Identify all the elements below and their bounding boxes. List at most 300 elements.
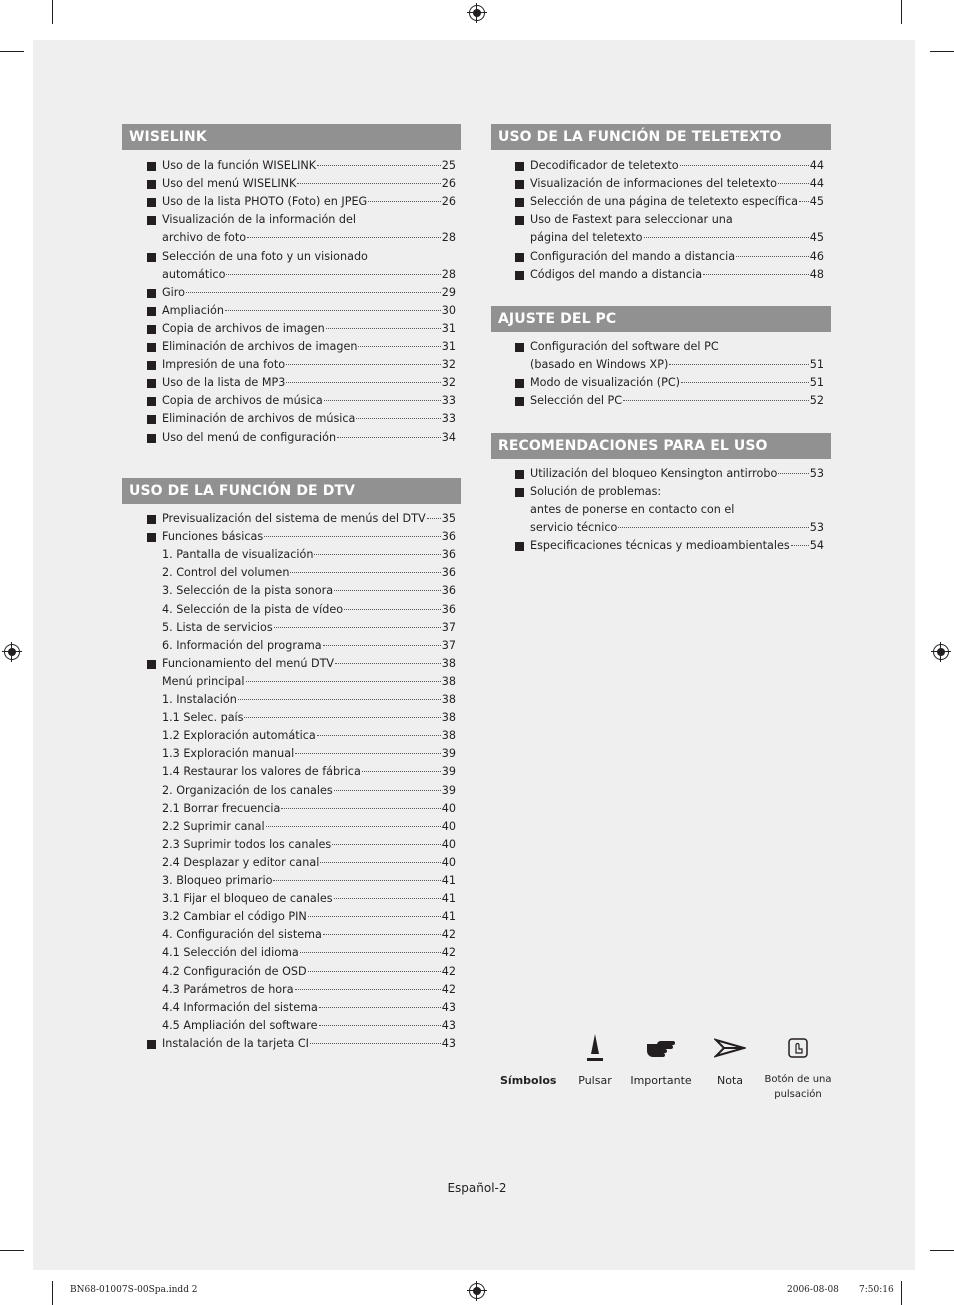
section-heading: WISELINK	[122, 124, 461, 150]
toc-line	[530, 483, 824, 501]
toc-label: 1.1 Selec. país	[162, 711, 244, 725]
bullet-square-icon	[147, 325, 156, 334]
bullet-square-icon	[147, 397, 156, 406]
dot-leader	[290, 572, 440, 573]
dot-leader	[297, 183, 440, 184]
toc-page-number: 54	[809, 539, 824, 553]
bullet-square-icon	[515, 488, 524, 497]
symbol-note	[704, 1030, 756, 1087]
toc-label: Funcionamiento del menú DTV	[162, 656, 335, 670]
toc-label: 1.4 Restaurar los valores de fábrica	[162, 765, 361, 779]
toc-label: Impresión de una foto	[162, 358, 286, 372]
page-number: Español-2	[447, 1181, 507, 1195]
toc-label: 3.2 Cambiar el código PIN	[162, 910, 307, 924]
bullet-square-icon	[147, 198, 156, 207]
toc-page-number: 40	[441, 855, 456, 869]
toc-line	[162, 1017, 456, 1035]
toc-label: Funciones básicas	[162, 530, 264, 544]
toc-page-number: 40	[441, 801, 456, 815]
dot-leader	[427, 518, 441, 519]
dot-leader	[358, 346, 440, 347]
toc-label: 2. Organización de los canales	[162, 783, 333, 797]
toc-label: Copia de archivos de imagen	[162, 321, 325, 335]
dot-leader	[778, 183, 809, 184]
toc-line	[530, 501, 824, 519]
dot-leader	[319, 1025, 441, 1026]
slug-time: 7:50:16	[859, 1285, 894, 1295]
toc-label: 5. Lista de servicios	[162, 620, 273, 634]
dot-leader	[186, 292, 441, 293]
bullet-square-icon	[515, 397, 524, 406]
toc-line	[530, 519, 824, 537]
toc-label: Uso de la función WISELINK	[162, 159, 317, 172]
toc-label: Copia de archivos de música	[162, 394, 323, 408]
toc-label: Giro	[162, 285, 185, 299]
crop-mark	[901, 1281, 902, 1305]
dot-leader	[344, 609, 441, 610]
toc-page-number: 32	[441, 376, 456, 390]
toc-label: Uso del menú WISELINK	[162, 177, 297, 191]
toc-line	[162, 582, 456, 600]
toc-line	[530, 537, 824, 555]
toc-page-number: 31	[441, 340, 456, 353]
toc-line	[162, 673, 456, 691]
toc-page-number: 36	[441, 530, 456, 544]
toc-line	[162, 709, 456, 727]
toc-line	[162, 410, 456, 428]
dot-leader	[703, 274, 809, 275]
toc-line	[162, 193, 456, 211]
crop-mark	[52, 1281, 53, 1305]
toc-line	[530, 465, 824, 483]
toc-page-number: 36	[441, 584, 456, 598]
bullet-square-icon	[147, 533, 156, 542]
toc-line	[162, 229, 456, 247]
toc-line	[162, 926, 456, 944]
dot-leader	[791, 545, 809, 546]
toc-line	[162, 890, 456, 908]
bullet-square-icon	[147, 660, 156, 669]
toc-page-number: 37	[441, 620, 456, 634]
dot-leader	[736, 256, 809, 257]
toc-line	[162, 266, 456, 284]
symbol-important	[630, 1030, 692, 1087]
toc-page-number: 48	[809, 267, 824, 281]
toc-label: Modo de visualización (PC)	[530, 376, 681, 390]
bullet-square-icon	[515, 343, 524, 352]
registration-mark-icon	[469, 5, 485, 21]
toc-page-number: 26	[441, 195, 456, 209]
dot-leader	[317, 735, 441, 736]
toc-label: Previsualización del sistema de menús del DTV	[162, 512, 426, 525]
toc-label: 3. Selección de la pista sonora	[162, 584, 334, 598]
bullet-square-icon	[147, 307, 156, 316]
toc-page-number: 44	[809, 159, 824, 172]
toc-label: 2.3 Suprimir todos los canales	[162, 837, 332, 851]
toc-line	[530, 211, 824, 229]
dot-leader	[320, 862, 440, 863]
slug-date: 2006-08-08	[787, 1285, 839, 1295]
bullet-square-icon	[515, 470, 524, 479]
dot-leader	[778, 473, 808, 474]
toc-page-number: 36	[441, 602, 456, 616]
dot-leader	[799, 201, 809, 202]
toc-page-number: 38	[441, 693, 456, 706]
toc-label: 1. Pantalla de visualización	[162, 548, 314, 562]
toc-page-number: 40	[441, 819, 456, 833]
section-heading: RECOMENDACIONES PARA EL USO	[491, 433, 831, 459]
toc-label: Configuración del mando a distancia	[530, 249, 736, 263]
toc-page-number: 29	[441, 285, 456, 299]
toc-page-number: 36	[441, 548, 456, 562]
toc-label: Utilización del bloqueo Kensington antirrobo	[530, 467, 778, 480]
toc-page-number: 46	[809, 249, 824, 263]
toc-line	[162, 818, 456, 836]
dot-leader	[334, 590, 441, 591]
dot-leader	[281, 808, 440, 809]
dot-leader	[324, 400, 441, 401]
bullet-square-icon	[147, 162, 156, 171]
toc-line	[530, 248, 824, 266]
toc-page-number: 42	[441, 928, 456, 942]
bullet-square-icon	[515, 542, 524, 551]
symbol-one-touch	[764, 1030, 832, 1102]
toc-page-number: 43	[441, 1000, 456, 1014]
dot-leader	[326, 328, 441, 329]
toc-label: 2.2 Suprimir canal	[162, 819, 265, 833]
toc-page-number: 31	[441, 321, 456, 335]
symbol-label: Pulsar	[578, 1074, 612, 1087]
crop-mark	[930, 51, 954, 52]
section-pc	[491, 306, 831, 408]
dot-leader	[286, 364, 441, 365]
dot-leader	[273, 880, 440, 881]
dot-leader	[317, 165, 441, 166]
toc-line	[162, 655, 456, 673]
dot-leader	[310, 1043, 441, 1044]
toc-line	[162, 637, 456, 655]
toc-line	[162, 211, 456, 229]
toc-label: 1.3 Exploración manual	[162, 747, 295, 761]
toc-page-number: 44	[809, 177, 824, 191]
toc-line	[162, 727, 456, 745]
note-arrow-icon	[704, 1030, 756, 1066]
toc-line	[162, 510, 456, 528]
toc-label: 1. Instalación	[162, 693, 237, 706]
dot-leader	[308, 971, 441, 972]
crop-mark	[0, 51, 24, 52]
toc-line	[162, 528, 456, 546]
bullet-square-icon	[515, 216, 524, 225]
bullet-square-icon	[147, 180, 156, 189]
symbol-press	[568, 1030, 622, 1087]
toc-label: Códigos del mando a distancia	[530, 267, 703, 281]
toc-line	[530, 175, 824, 193]
toc-label: Configuración del software del PC	[530, 340, 719, 353]
bullet-square-icon	[515, 198, 524, 207]
toc-line	[162, 963, 456, 981]
toc-label: 6. Información del programa	[162, 638, 322, 652]
dot-leader	[295, 989, 441, 990]
crop-mark	[52, 0, 53, 24]
dot-leader	[295, 753, 441, 754]
dot-leader	[332, 844, 441, 845]
section-dtv	[122, 478, 461, 1050]
toc-page-number: 51	[809, 376, 824, 390]
toc-page-number: 52	[809, 394, 824, 408]
section-wiselink	[122, 124, 461, 444]
toc-page-number: 41	[441, 874, 456, 887]
toc-line	[162, 429, 456, 447]
toc-label: Instalación de la tarjeta CI	[162, 1036, 309, 1050]
toc-line	[530, 157, 824, 175]
dot-leader	[314, 554, 440, 555]
toc-line	[162, 800, 456, 818]
toc-label: servicio técnico	[530, 521, 618, 535]
toc-label: Uso del menú de configuración	[162, 430, 337, 444]
bullet-square-icon	[147, 289, 156, 298]
registration-mark-icon	[4, 644, 20, 660]
toc-line	[162, 320, 456, 338]
symbols-title: Símbolos	[500, 1074, 557, 1087]
toc-line	[162, 338, 456, 356]
toc-line	[162, 564, 456, 582]
dot-leader	[286, 382, 440, 383]
bullet-square-icon	[147, 1040, 156, 1049]
toc-line	[162, 302, 456, 320]
section-heading: AJUSTE DEL PC	[491, 306, 831, 332]
toc-line	[162, 374, 456, 392]
toc-page-number: 28	[441, 267, 456, 281]
dot-leader	[334, 898, 441, 899]
toc-label: 2.1 Borrar frecuencia	[162, 801, 281, 815]
bullet-square-icon	[515, 379, 524, 388]
dot-leader	[368, 201, 441, 202]
dot-leader	[680, 165, 809, 166]
crop-mark	[930, 1250, 954, 1251]
toc-label: 4. Selección de la pista de vídeo	[162, 602, 344, 616]
toc-page-number: 40	[441, 837, 456, 851]
toc-line	[162, 392, 456, 410]
toc-label: Decodificador de teletexto	[530, 159, 679, 172]
dot-leader	[337, 437, 441, 438]
dot-leader	[644, 237, 809, 238]
toc-page-number: 37	[441, 638, 456, 652]
dot-leader	[246, 681, 441, 682]
toc-line	[162, 872, 456, 890]
toc-label: Visualización de informaciones del teletexto	[530, 177, 777, 191]
toc-page-number: 38	[441, 711, 456, 725]
toc-label: Uso de la lista PHOTO (Foto) en JPEG	[162, 195, 368, 209]
toc-page-number: 34	[441, 430, 456, 444]
section-recommend	[491, 433, 831, 553]
crop-mark	[901, 0, 902, 24]
toc-page-number: 42	[441, 946, 456, 960]
toc-page-number: 30	[441, 303, 456, 317]
toc-line	[162, 1035, 456, 1053]
toc-line	[162, 981, 456, 999]
toc-page-number: 25	[441, 159, 456, 172]
toc-line	[530, 229, 824, 247]
toc-line	[530, 266, 824, 284]
toc-page-number: 38	[441, 729, 456, 743]
dot-leader	[335, 663, 441, 664]
bullet-square-icon	[515, 253, 524, 262]
toc-label: automático	[162, 267, 226, 281]
dot-leader	[334, 790, 441, 791]
bullet-square-icon	[147, 415, 156, 424]
crop-mark	[0, 1250, 24, 1251]
section-heading: USO DE LA FUNCIÓN DE TELETEXTO	[491, 124, 831, 150]
toc-label: Selección de una foto y un visionado	[162, 249, 368, 263]
toc-label: página del teletexto	[530, 231, 643, 245]
toc-label: Selección de una página de teletexto específica	[530, 195, 798, 209]
registration-mark-icon	[933, 644, 949, 660]
dot-leader	[247, 237, 441, 238]
toc-page-number: 45	[809, 195, 824, 209]
dot-leader	[618, 527, 808, 528]
registration-mark-icon	[469, 1283, 485, 1299]
toc-line	[162, 601, 456, 619]
toc-label: 3.1 Fijar el bloqueo de canales	[162, 892, 333, 906]
toc-label: Uso de la lista de MP3	[162, 376, 286, 390]
bullet-square-icon	[147, 434, 156, 443]
toc-line	[162, 745, 456, 763]
toc-line	[162, 175, 456, 193]
toc-line	[162, 854, 456, 872]
symbol-label: Nota	[716, 1074, 743, 1087]
toc-line	[162, 691, 456, 709]
toc-label: Solución de problemas:	[530, 485, 662, 499]
slug-file: BN68-01007S-00Spa.indd 2	[70, 1285, 198, 1295]
toc-label: (basado en Windows XP)	[530, 358, 669, 372]
toc-label: archivo de foto	[162, 231, 247, 245]
dot-leader	[266, 826, 441, 827]
toc-page-number: 36	[441, 566, 456, 580]
toc-page-number: 53	[809, 467, 824, 480]
toc-page-number: 43	[441, 1036, 456, 1050]
toc-line	[162, 248, 456, 266]
bullet-square-icon	[515, 162, 524, 171]
toc-line	[162, 619, 456, 637]
toc-line	[162, 782, 456, 800]
toc-label: Uso de Fastext para seleccionar una	[530, 213, 733, 227]
toc-page-number: 38	[441, 656, 456, 670]
symbol-label: Botón de una pulsación	[764, 1074, 832, 1100]
toc-label: 2.4 Desplazar y editor canal	[162, 855, 320, 869]
toc-label: Eliminación de archivos de imagen	[162, 340, 358, 353]
one-touch-button-icon	[764, 1030, 832, 1066]
toc-page-number: 39	[441, 765, 456, 779]
toc-page-number: 33	[441, 412, 456, 426]
toc-label: Especificaciones técnicas y medioambientales	[530, 539, 790, 553]
toc-page-number: 39	[441, 783, 456, 797]
bullet-square-icon	[147, 361, 156, 370]
bullet-square-icon	[515, 180, 524, 189]
toc-page-number: 39	[441, 747, 456, 761]
toc-page-number: 32	[441, 358, 456, 372]
toc-line	[162, 157, 456, 175]
toc-line	[162, 284, 456, 302]
toc-line	[162, 546, 456, 564]
dot-leader	[681, 382, 809, 383]
toc-line	[162, 836, 456, 854]
toc-page-number: 42	[441, 982, 456, 996]
toc-line	[162, 763, 456, 781]
toc-line	[530, 356, 824, 374]
toc-page-number: 41	[441, 892, 456, 906]
toc-line	[530, 374, 824, 392]
toc-label: antes de ponerse en contacto con el	[530, 503, 735, 517]
toc-page-number: 38	[441, 674, 456, 688]
toc-label: 2. Control del volumen	[162, 566, 290, 580]
dot-leader	[623, 400, 809, 401]
toc-label: Menú principal	[162, 674, 245, 688]
toc-page-number: 42	[441, 964, 456, 978]
toc-line	[530, 193, 824, 211]
toc-label: Eliminación de archivos de música	[162, 412, 356, 426]
toc-page-number: 53	[809, 521, 824, 535]
dot-leader	[308, 916, 441, 917]
dot-leader	[323, 934, 441, 935]
toc-label: 4.5 Ampliación del software	[162, 1018, 318, 1032]
toc-line	[162, 999, 456, 1017]
toc-line	[162, 356, 456, 374]
bullet-square-icon	[147, 379, 156, 388]
toc-page-number: 45	[809, 231, 824, 245]
dot-leader	[300, 952, 441, 953]
toc-page-number: 33	[441, 394, 456, 408]
toc-label: 4.4 Información del sistema	[162, 1000, 318, 1014]
toc-label: 4.1 Selección del idioma	[162, 946, 299, 960]
dot-leader	[669, 364, 808, 365]
toc-page-number: 51	[809, 358, 824, 372]
dot-leader	[225, 310, 441, 311]
toc-label: 1.2 Exploración automática	[162, 729, 316, 743]
toc-line	[162, 908, 456, 926]
bullet-square-icon	[147, 253, 156, 262]
toc-label: Selección del PC	[530, 394, 623, 408]
toc-label: Ampliación	[162, 303, 224, 317]
toc-label: 4. Configuración del sistema	[162, 928, 322, 942]
dot-leader	[274, 627, 441, 628]
toc-label: 3. Bloqueo primario	[162, 874, 273, 887]
dot-leader	[264, 536, 441, 537]
dot-leader	[362, 771, 441, 772]
toc-page-number: 43	[441, 1018, 456, 1032]
symbol-label: Importante	[630, 1074, 692, 1087]
toc-label: 4.2 Configuración de OSD	[162, 964, 307, 978]
toc-page-number: 35	[441, 512, 456, 525]
dot-leader	[356, 418, 440, 419]
section-teletext	[491, 124, 831, 281]
toc-label: Visualización de la información del	[162, 213, 357, 227]
toc-line	[530, 392, 824, 410]
toc-line	[162, 944, 456, 962]
toc-page-number: 28	[441, 231, 456, 245]
bullet-square-icon	[147, 343, 156, 352]
toc-page-number: 41	[441, 910, 456, 924]
toc-label: 4.3 Parámetros de hora	[162, 982, 294, 996]
dot-leader	[244, 717, 440, 718]
bullet-square-icon	[515, 271, 524, 280]
dot-leader	[226, 274, 440, 275]
symbols-legend	[490, 1030, 840, 1110]
dot-leader	[319, 1007, 441, 1008]
dot-leader	[323, 645, 441, 646]
dot-leader	[238, 699, 441, 700]
toc-line	[530, 338, 824, 356]
